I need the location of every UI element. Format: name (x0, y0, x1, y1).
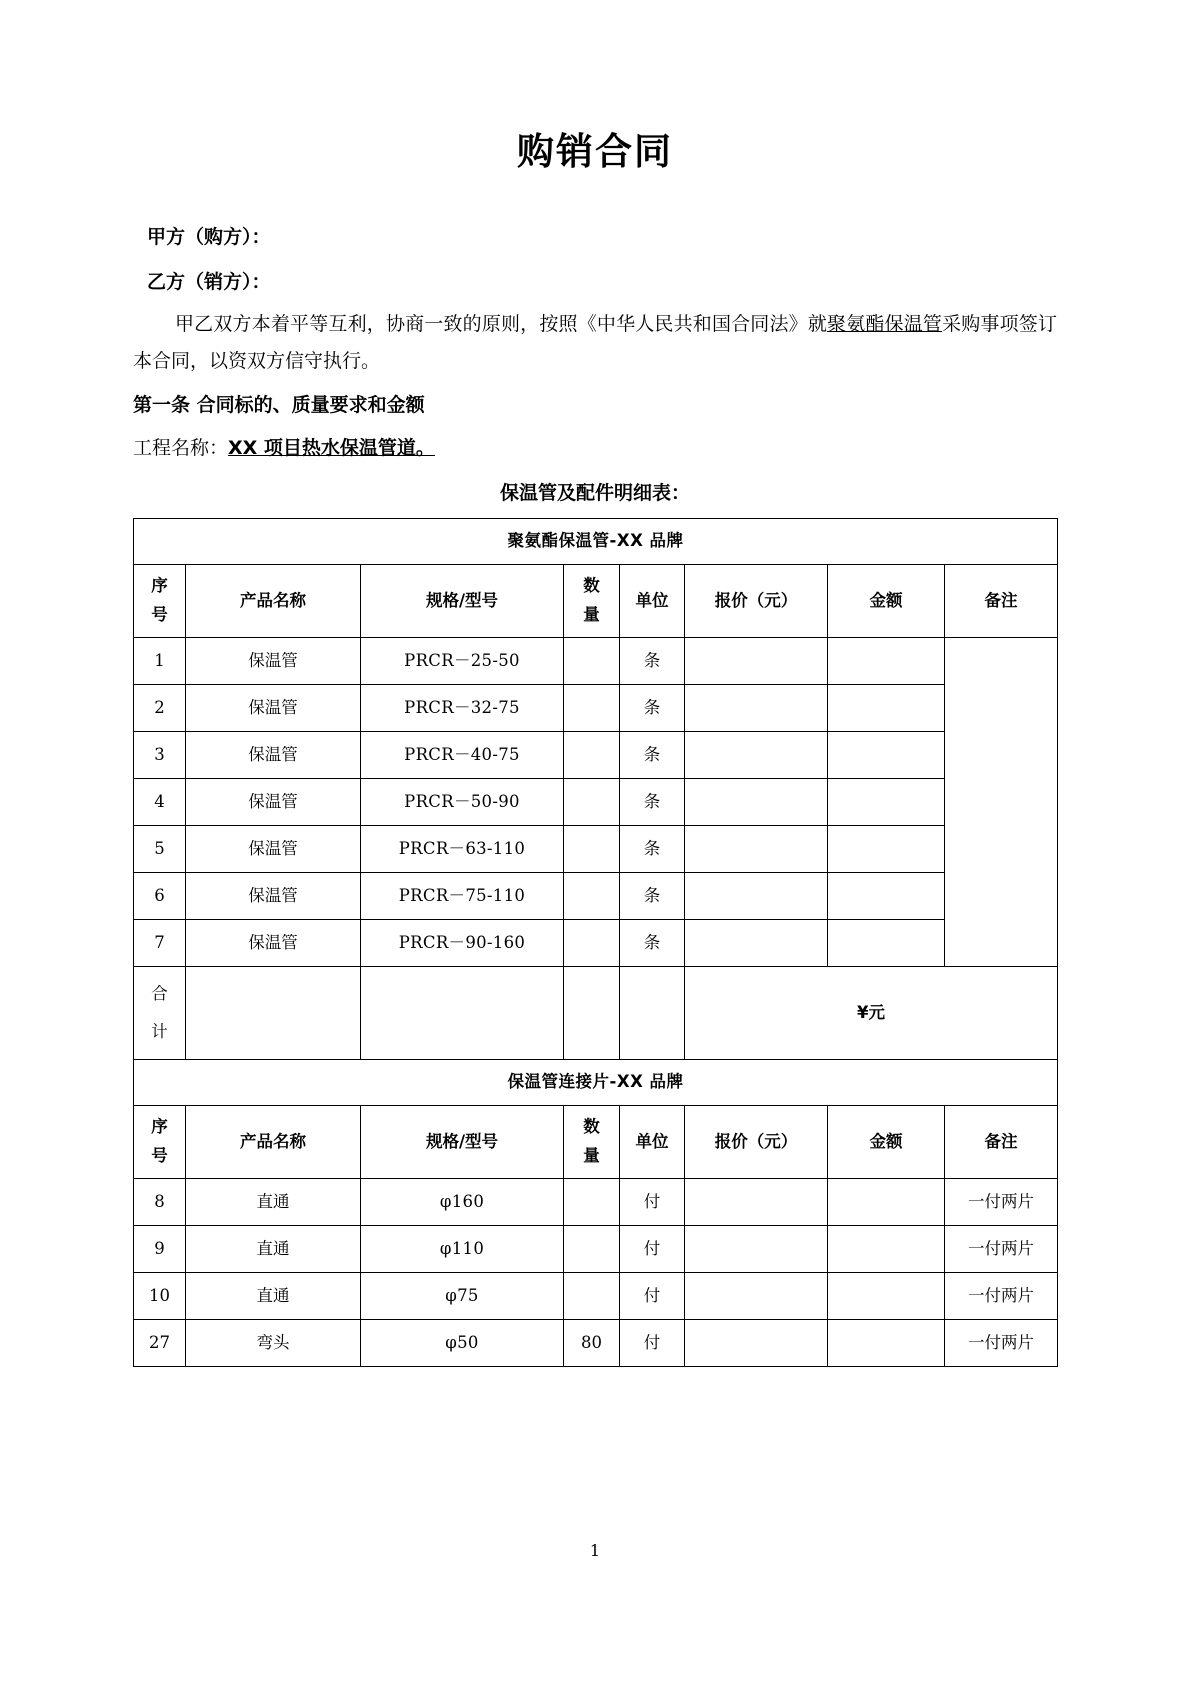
col-header-seq (134, 1105, 186, 1178)
col-header-qty-line1: 数 (583, 575, 600, 595)
cell-name: 保温管 (186, 684, 361, 731)
cell-amount[interactable] (828, 1225, 945, 1272)
cell-price[interactable] (685, 872, 828, 919)
cell-price[interactable] (685, 825, 828, 872)
cell-qty[interactable] (564, 731, 620, 778)
col-header-price: 报价（元） (685, 1105, 828, 1178)
preamble-underlined-term: 聚氨酯保温管 (827, 313, 943, 336)
seller-party-label: 乙方（销方）： (147, 271, 271, 294)
cell-amount[interactable] (828, 637, 945, 684)
table-row (134, 731, 1058, 778)
table-row (134, 919, 1058, 966)
cell-spec: PRCR－90-160 (361, 919, 564, 966)
project-name-line (133, 420, 1057, 463)
col-header-seq-line1: 序 (151, 575, 168, 595)
col-header-seq-line1: 序 (151, 1116, 168, 1136)
cell-name: 保温管 (186, 825, 361, 872)
cell-unit: 条 (620, 684, 685, 731)
cell-qty[interactable] (564, 1225, 620, 1272)
clause-one-heading: 第一条 合同标的、质量要求和金额 (133, 394, 425, 417)
cell-unit: 付 (620, 1272, 685, 1319)
preamble-text-part1: 甲乙双方本着平等互利，协商一致的原则，按照《中华人民共和国合同法》就 (175, 313, 828, 336)
total-amount-value[interactable]: ¥元 (685, 966, 1058, 1059)
table-row (134, 1178, 1058, 1225)
preamble-paragraph (133, 292, 1057, 380)
cell-price[interactable] (685, 1225, 828, 1272)
col-header-amount: 金额 (828, 1105, 945, 1178)
cell-qty[interactable] (564, 825, 620, 872)
col-header-spec: 规格/型号 (361, 564, 564, 637)
cell-spec: φ110 (361, 1225, 564, 1272)
cell-price[interactable] (685, 731, 828, 778)
section-header-pipe: 聚氨酯保温管-XX 品牌 (134, 518, 1058, 564)
total-label-line2: 计 (151, 1021, 168, 1041)
cell-unit: 付 (620, 1225, 685, 1272)
col-header-qty (564, 1105, 620, 1178)
cell-price[interactable] (685, 778, 828, 825)
col-header-amount: 金额 (828, 564, 945, 637)
col-header-price: 报价（元） (685, 564, 828, 637)
cell-spec: PRCR－63-110 (361, 825, 564, 872)
cell-seq: 7 (134, 919, 186, 966)
col-header-qty (564, 564, 620, 637)
cell-price[interactable] (685, 1178, 828, 1225)
cell-unit: 条 (620, 637, 685, 684)
cell-amount[interactable] (828, 872, 945, 919)
table-column-header-row (134, 564, 1058, 637)
cell-spec: PRCR－32-75 (361, 684, 564, 731)
cell-unit: 付 (620, 1319, 685, 1366)
cell-price[interactable] (685, 637, 828, 684)
total-cell-name (186, 966, 361, 1059)
cell-name: 直通 (186, 1225, 361, 1272)
cell-unit: 条 (620, 872, 685, 919)
table-caption: 保温管及配件明细表： (499, 482, 690, 505)
cell-qty[interactable] (564, 637, 620, 684)
cell-name: 直通 (186, 1272, 361, 1319)
col-header-name: 产品名称 (186, 564, 361, 637)
total-cell-qty[interactable] (564, 966, 620, 1059)
table-row (134, 1272, 1058, 1319)
cell-seq: 5 (134, 825, 186, 872)
cell-seq: 1 (134, 637, 186, 684)
section-header-connector: 保温管连接片-XX 品牌 (134, 1059, 1058, 1105)
col-header-qty-line1: 数 (583, 1116, 600, 1136)
cell-price[interactable] (685, 919, 828, 966)
cell-qty[interactable] (564, 684, 620, 731)
cell-amount[interactable] (828, 778, 945, 825)
col-header-qty-line2: 量 (583, 604, 600, 624)
total-cell-spec (361, 966, 564, 1059)
cell-qty[interactable] (564, 872, 620, 919)
page-number: 1 (589, 1541, 601, 1560)
cell-amount[interactable] (828, 684, 945, 731)
cell-note: 一付两片 (945, 1319, 1058, 1366)
cell-name: 保温管 (186, 637, 361, 684)
table-row (134, 1225, 1058, 1272)
cell-unit: 条 (620, 825, 685, 872)
col-header-seq (134, 564, 186, 637)
col-header-unit: 单位 (620, 564, 685, 637)
total-cell-unit (620, 966, 685, 1059)
cell-spec: PRCR－75-110 (361, 872, 564, 919)
cell-amount[interactable] (828, 1272, 945, 1319)
total-label-cell (134, 966, 186, 1059)
cell-seq: 10 (134, 1272, 186, 1319)
cell-spec: PRCR－50-90 (361, 778, 564, 825)
cell-seq: 2 (134, 684, 186, 731)
table-row (134, 825, 1058, 872)
cell-seq: 3 (134, 731, 186, 778)
cell-seq: 8 (134, 1178, 186, 1225)
cell-note: 一付两片 (945, 1272, 1058, 1319)
col-header-note: 备注 (945, 564, 1058, 637)
col-header-seq-line2: 号 (151, 604, 168, 624)
cell-spec: φ50 (361, 1319, 564, 1366)
cell-note: 一付两片 (945, 1225, 1058, 1272)
cell-name: 保温管 (186, 872, 361, 919)
preamble-text-part2: 采购事项签订本合同，以资双方信守执行。 (133, 313, 1057, 373)
cell-unit: 条 (620, 919, 685, 966)
table-section-header-row (134, 1059, 1058, 1105)
col-header-qty-line2: 量 (583, 1145, 600, 1165)
cell-name: 保温管 (186, 919, 361, 966)
cell-qty[interactable] (564, 1178, 620, 1225)
cell-amount[interactable] (828, 919, 945, 966)
cell-name: 保温管 (186, 778, 361, 825)
cell-qty[interactable] (564, 1272, 620, 1319)
col-header-seq-line2: 号 (151, 1145, 168, 1165)
cell-qty[interactable] (564, 778, 620, 825)
cell-amount[interactable] (828, 1319, 945, 1366)
col-header-unit: 单位 (620, 1105, 685, 1178)
table-total-row (134, 966, 1058, 1059)
cell-seq: 27 (134, 1319, 186, 1366)
cell-name: 保温管 (186, 731, 361, 778)
cell-price[interactable] (685, 1319, 828, 1366)
table-column-header-row (134, 1105, 1058, 1178)
cell-price[interactable] (685, 684, 828, 731)
cell-price[interactable] (685, 1272, 828, 1319)
cell-name: 弯头 (186, 1319, 361, 1366)
document-content (133, 0, 1057, 1367)
spec-table (133, 518, 1058, 1367)
buyer-party-label: 甲方（购方）： (147, 226, 271, 249)
cell-amount[interactable] (828, 1178, 945, 1225)
cell-seq: 6 (134, 872, 186, 919)
cell-note: 一付两片 (945, 1178, 1058, 1225)
cell-qty[interactable]: 80 (564, 1319, 620, 1366)
table-row (134, 778, 1058, 825)
cell-spec: φ160 (361, 1178, 564, 1225)
cell-qty[interactable] (564, 919, 620, 966)
cell-amount[interactable] (828, 731, 945, 778)
cell-seq: 4 (134, 778, 186, 825)
table-row (134, 684, 1058, 731)
cell-note-merged[interactable] (945, 637, 1058, 966)
cell-spec: PRCR－25-50 (361, 637, 564, 684)
cell-name: 直通 (186, 1178, 361, 1225)
cell-unit: 付 (620, 1178, 685, 1225)
project-name-label: 工程名称： (133, 436, 229, 459)
table-row (134, 637, 1058, 684)
cell-spec: φ75 (361, 1272, 564, 1319)
cell-seq: 9 (134, 1225, 186, 1272)
table-row (134, 1319, 1058, 1366)
table-row (134, 872, 1058, 919)
col-header-spec: 规格/型号 (361, 1105, 564, 1178)
col-header-name: 产品名称 (186, 1105, 361, 1178)
page-title: 购销合同 (517, 130, 673, 173)
cell-spec: PRCR－40-75 (361, 731, 564, 778)
project-name-value: XX 项目热水保温管道。 (228, 436, 435, 459)
table-section-header-row (134, 518, 1058, 564)
col-header-note: 备注 (945, 1105, 1058, 1178)
total-label-line1: 合 (151, 983, 168, 1003)
cell-unit: 条 (620, 778, 685, 825)
cell-unit: 条 (620, 731, 685, 778)
cell-amount[interactable] (828, 825, 945, 872)
